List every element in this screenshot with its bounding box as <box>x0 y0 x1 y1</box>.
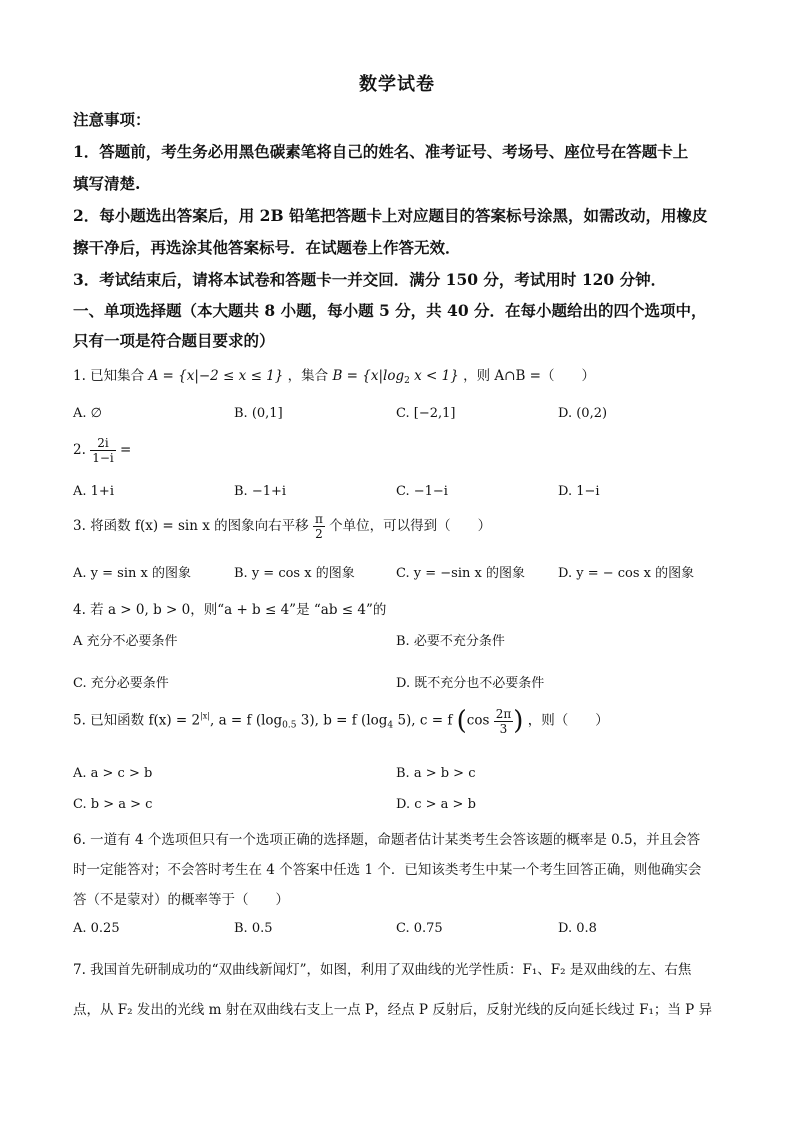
question-5 <box>73 706 609 736</box>
notice-item1-line1: 1．答题前，考生务必用黑色碳素笔将自己的姓名、准考证号、考场号、座位号在答题卡上 <box>73 142 689 161</box>
q1-option-b: B. (0,1] <box>234 406 283 421</box>
q4-option-d: D. 既不充分也不必要条件 <box>396 676 545 691</box>
q3-option-d: D. y = − cos x 的图象 <box>558 566 695 581</box>
q5-paren-close: ) <box>513 706 524 736</box>
q5-sub-b: 4 <box>387 720 394 731</box>
section1-heading-line2: 只有一项是符合题目要求的） <box>73 331 275 350</box>
q5-cos: cos <box>466 712 490 729</box>
q1-set-b-pre: B = {x|log <box>332 368 405 384</box>
q5-option-a: A. a > c > b <box>73 766 153 781</box>
q2-suffix: = <box>120 442 132 458</box>
q5-denominator: 3 <box>499 721 508 736</box>
q5-option-c: C. b > a > c <box>73 797 153 812</box>
q5-suffix: ，则（ ） <box>527 712 609 729</box>
question-2 <box>73 436 131 465</box>
q6-option-c: C. 0.75 <box>396 921 443 936</box>
question-3 <box>73 512 491 541</box>
question-4: 4. 若 a > 0, b > 0，则“a + b ≤ 4”是 “ab ≤ 4”的 <box>73 602 387 618</box>
q3-option-a: A. y = sin x 的图象 <box>73 566 191 581</box>
q5-part-b: 3), b = f (log <box>296 712 388 729</box>
q4-option-c: C. 充分必要条件 <box>73 676 169 691</box>
q3-option-c: C. y = −sin x 的图象 <box>396 566 525 581</box>
notice-heading: 注意事项： <box>73 110 151 129</box>
notice-item1-line2: 填写清楚. <box>73 174 141 193</box>
q4-option-a: A 充分不必要条件 <box>73 634 178 649</box>
page-title: 数学试卷 <box>359 74 435 95</box>
q1-option-c: C. [−2,1] <box>396 406 456 421</box>
q5-part-c: 5), c = f <box>393 712 453 729</box>
q5-sub-a: 0.5 <box>282 720 297 731</box>
notice-item2-line1: 2．每小题选出答案后，用 2B 铅笔把答题卡上对应题目的答案标号涂黑，如需改动，用橡皮 <box>73 206 708 225</box>
question-7-line1: 7. 我国首先研制成功的“双曲线新闻灯”，如图，利用了双曲线的光学性质：F₁、F₂ 是双曲线的左、右焦 <box>73 962 692 978</box>
q5-option-d: D. c > a > b <box>396 797 476 812</box>
q5-part-a: , a = f (log <box>210 712 283 729</box>
q1-mid: ，集合 <box>287 368 329 384</box>
q3-numerator: π <box>314 512 323 526</box>
q1-option-a: A. ∅ <box>73 406 102 421</box>
q2-option-a: A. 1+i <box>73 484 114 499</box>
section1-heading-line1: 一、单项选择题（本大题共 8 小题，每小题 5 分，共 40 分．在每小题给出的四个选项中， <box>73 301 707 320</box>
question-7-line2: 点，从 F₂ 发出的光线 m 射在双曲线右支上一点 P，经点 P 反射后，反射光线的反向延长线过 F₁；当 P 异 <box>73 1002 713 1018</box>
q5-prefix: 5. 已知函数 f(x) = 2 <box>73 712 201 729</box>
question-6-line3: 答（不是蒙对）的概率等于（ ） <box>73 892 289 908</box>
q1-suffix: ，则 A∩B =（ ） <box>463 368 595 384</box>
q6-option-a: A. 0.25 <box>73 921 120 936</box>
q2-numerator: 2i <box>90 436 116 451</box>
q5-paren-open: ( <box>456 706 467 736</box>
q1-set-b-post: x < 1} <box>409 368 459 384</box>
q5-sup: |x| <box>200 711 210 721</box>
question-1 <box>73 364 595 386</box>
q5-numerator: 2π <box>495 706 512 721</box>
question-6-line1: 6. 一道有 4 个选项但只有一个选项正确的选择题，命题者估计某类考生会答该题的概率是 0.5，并且会答 <box>73 832 701 848</box>
q2-prefix: 2. <box>73 442 86 458</box>
q3-option-b: B. y = cos x 的图象 <box>234 566 355 581</box>
q5-fraction <box>494 707 514 736</box>
notice-item2-line2: 擦干净后，再选涂其他答案标号．在试题卷上作答无效． <box>73 238 461 257</box>
q5-option-b: B. a > b > c <box>396 766 476 781</box>
q3-fraction <box>313 512 325 541</box>
q3-suffix: 个单位，可以得到（ ） <box>329 518 492 534</box>
q6-option-b: B. 0.5 <box>234 921 273 936</box>
q1-set-b-sub: 2 <box>404 376 410 386</box>
q2-option-b: B. −1+i <box>234 484 287 499</box>
question-6-line2: 时一定能答对；不会答时考生在 4 个答案中任选 1 个．已知该类考生中某一个考生回答正确，则他确实会 <box>73 862 702 878</box>
q3-denominator: 2 <box>315 527 323 541</box>
q2-option-c: C. −1−i <box>396 484 448 499</box>
q3-prefix: 3. 将函数 f(x) = sin x 的图象向右平移 <box>73 518 309 534</box>
q2-denominator: 1−i <box>92 451 114 465</box>
q2-option-d: D. 1−i <box>558 484 600 499</box>
q1-option-d: D. (0,2) <box>558 406 608 421</box>
q1-set-a: A = {x|−2 ≤ x ≤ 1} <box>148 368 284 384</box>
q2-fraction <box>90 436 116 465</box>
q4-option-b: B. 必要不充分条件 <box>396 634 505 649</box>
q6-option-d: D. 0.8 <box>558 921 597 936</box>
notice-item3: 3．考试结束后，请将本试卷和答题卡一并交回．满分 150 分，考试用时 120 分钟． <box>73 270 667 289</box>
q1-prefix: 1. 已知集合 <box>73 368 145 384</box>
